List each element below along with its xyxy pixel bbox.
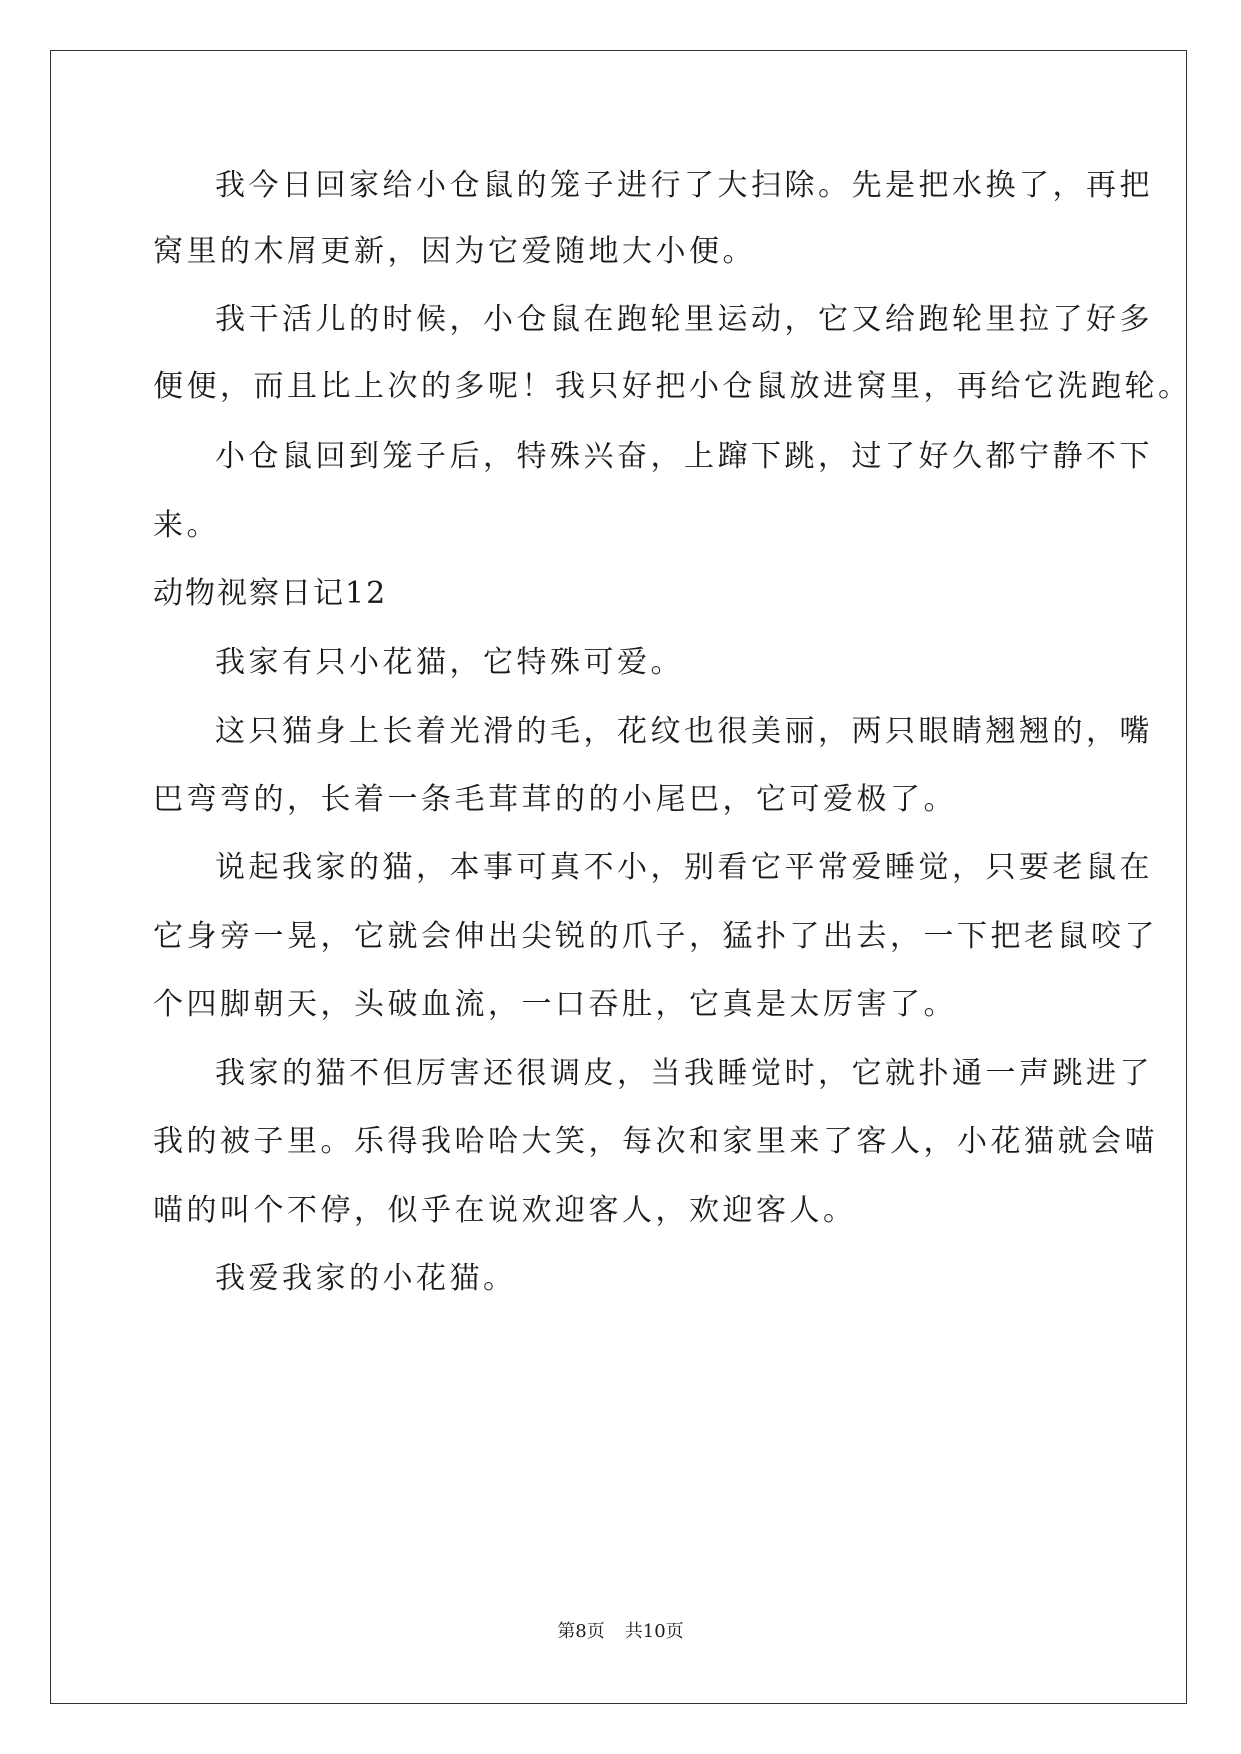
paragraph-line: 我家有只小花猫，它特殊可爱。 — [215, 645, 684, 680]
paragraph-line: 小仓鼠回到笼子后，特殊兴奋，上蹿下跳，过了好久都宁静不下 — [215, 439, 1153, 474]
paragraph-line: 这只猫身上长着光滑的毛，花纹也很美丽，两只眼睛翘翘的，嘴 — [215, 714, 1153, 749]
paragraph-line: 巴弯弯的，长着一条毛茸茸的的小尾巴，它可爱极了。 — [153, 782, 957, 817]
paragraph-line: 窝里的木屑更新，因为它爱随地大小便。 — [153, 234, 756, 269]
paragraph-line: 来。 — [153, 508, 220, 543]
paragraph-line: 便便，而且比上次的多呢！我只好把小仓鼠放进窝里，再给它洗跑轮。 — [153, 369, 1192, 404]
paragraph-line: 它身旁一晃，它就会伸出尖锐的爪子，猛扑了出去，一下把老鼠咬了 — [153, 919, 1158, 954]
paragraph-line: 个四脚朝天，头破血流，一口吞肚，它真是太厉害了。 — [153, 987, 957, 1022]
paragraph-line: 我爱我家的小花猫。 — [215, 1261, 517, 1296]
paragraph-line: 说起我家的猫，本事可真不小，别看它平常爱睡觉，只要老鼠在 — [215, 850, 1153, 885]
paragraph-line: 我今日回家给小仓鼠的笼子进行了大扫除。先是把水换了，再把 — [215, 168, 1153, 203]
page-total: 共10页 — [624, 1621, 684, 1642]
section-heading: 动物视察日记12 — [153, 576, 388, 611]
paragraph-line: 我家的猫不但厉害还很调皮，当我睡觉时，它就扑通一声跳进了 — [215, 1056, 1153, 1091]
paragraph-line: 我干活儿的时候，小仓鼠在跑轮里运动，它又给跑轮里拉了好多 — [215, 302, 1153, 337]
paragraph-line: 我的被子里。乐得我哈哈大笑，每次和家里来了客人，小花猫就会喵 — [153, 1124, 1158, 1159]
paragraph-line: 喵的叫个不停，似乎在说欢迎客人，欢迎客人。 — [153, 1193, 857, 1228]
page-footer — [0, 1620, 1241, 1644]
page-number: 第8页 — [557, 1621, 605, 1642]
